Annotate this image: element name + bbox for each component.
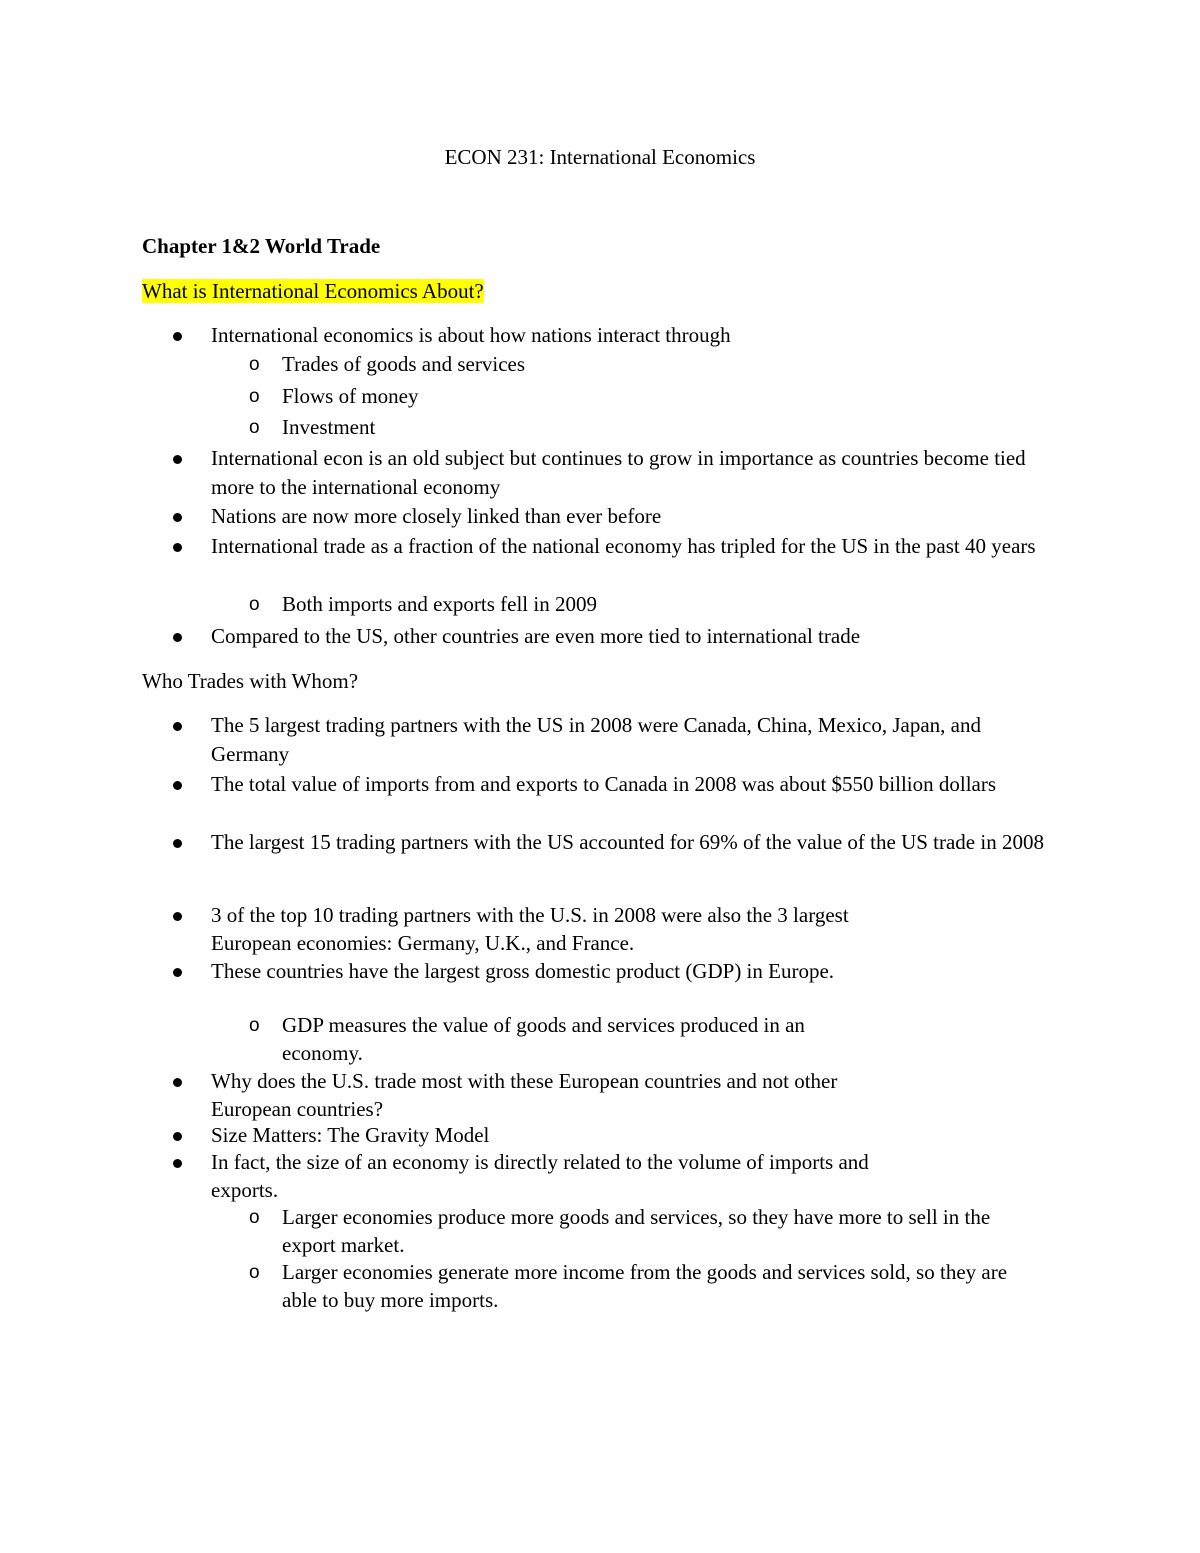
sub-bullet-icon: o	[249, 386, 260, 407]
list-item-text: International econ is an old subject but continues to grow in importance as countries become tied more to the international economy	[211, 446, 1026, 499]
sub-bullet-icon: o	[249, 1207, 260, 1228]
list-item-text: The 5 largest trading partners with the US in 2008 were Canada, China, Mexico, Japan, and Germany	[211, 713, 981, 766]
list-item-text: These countries have the largest gross domestic product (GDP) in Europe.	[211, 959, 835, 983]
section-heading-international-economics	[142, 276, 484, 306]
list-item-text: The largest 15 trading partners with the US accounted for 69% of the value of the US trade in 2008	[211, 830, 1044, 854]
bullet-icon	[173, 968, 182, 977]
sub-bullet-icon: o	[249, 1262, 260, 1283]
list-item	[211, 770, 1061, 799]
list-item	[211, 1121, 871, 1149]
sub-bullet-icon: o	[249, 594, 260, 615]
bullet-icon	[173, 912, 182, 921]
sub-list-item	[249, 1011, 882, 1067]
list-item	[211, 532, 1061, 561]
highlighted-heading-text: What is International Economics About?	[142, 279, 484, 303]
list-item-text: 3 of the top 10 trading partners with the U.S. in 2008 were also the 3 largest European economies: Germany, U.K., and France.	[211, 903, 849, 955]
sub-list-item-text: Flows of money	[282, 384, 419, 408]
list-item	[211, 502, 1061, 531]
list-item	[211, 711, 1061, 769]
list-item-text: Compared to the US, other countries are even more tied to international trade	[211, 624, 861, 648]
sub-list-item	[249, 350, 1042, 379]
bullet-icon	[173, 332, 182, 341]
sub-bullet-icon: o	[249, 417, 260, 438]
bullet-icon	[173, 543, 182, 552]
list-item	[211, 321, 1061, 350]
bullet-icon	[173, 1078, 182, 1087]
sub-list-item	[249, 1258, 1012, 1314]
sub-list-item-text: Investment	[282, 415, 376, 439]
list-item-text: Nations are now more closely linked than ever before	[211, 504, 662, 528]
sub-list-item-text: Larger economies produce more goods and services, so they have more to sell in the export market.	[282, 1205, 991, 1257]
bullet-icon	[173, 455, 182, 464]
bullet-icon	[173, 633, 182, 642]
list-item	[211, 444, 1061, 502]
sub-list-item	[249, 1203, 1002, 1259]
bullet-icon	[173, 781, 182, 790]
bullet-icon	[173, 722, 182, 731]
bullet-icon	[173, 513, 182, 522]
list-item-text: International trade as a fraction of the national economy has tripled for the US in the past 40 years	[211, 534, 1036, 558]
list-item	[211, 957, 871, 985]
sub-list-item-text: Trades of goods and services	[282, 352, 526, 376]
sub-list-item-text: Both imports and exports fell in 2009	[282, 592, 597, 616]
list-item	[211, 622, 1061, 651]
sub-list-item-text: GDP measures the value of goods and services produced in an economy.	[282, 1013, 805, 1065]
bullet-icon	[173, 839, 182, 848]
list-item-text: Why does the U.S. trade most with these European countries and not other European countries?	[211, 1069, 838, 1121]
bullet-icon	[173, 1159, 182, 1168]
list-item-text: In fact, the size of an economy is directly related to the volume of imports and exports.	[211, 1150, 869, 1202]
sub-list-item	[249, 382, 1042, 411]
list-item	[211, 1067, 871, 1123]
list-item	[211, 901, 871, 957]
sub-bullet-icon: o	[249, 1015, 260, 1036]
sub-list-item	[249, 413, 1042, 442]
sub-list-item	[249, 590, 1042, 619]
list-item	[211, 828, 1061, 857]
chapter-heading: Chapter 1&2 World Trade	[142, 234, 381, 258]
list-item-text: Size Matters: The Gravity Model	[211, 1123, 490, 1147]
section-heading-who-trades: Who Trades with Whom?	[142, 669, 359, 693]
sub-bullet-icon: o	[249, 354, 260, 375]
list-item	[211, 1148, 871, 1204]
list-item-text: The total value of imports from and exports to Canada in 2008 was about $550 billion dollars	[211, 772, 997, 796]
bullet-icon	[173, 1132, 182, 1141]
list-item-text: International economics is about how nations interact through	[211, 323, 731, 347]
sub-list-item-text: Larger economies generate more income from the goods and services sold, so they are able to buy more imports.	[282, 1260, 1008, 1312]
document-title: ECON 231: International Economics	[444, 145, 756, 169]
